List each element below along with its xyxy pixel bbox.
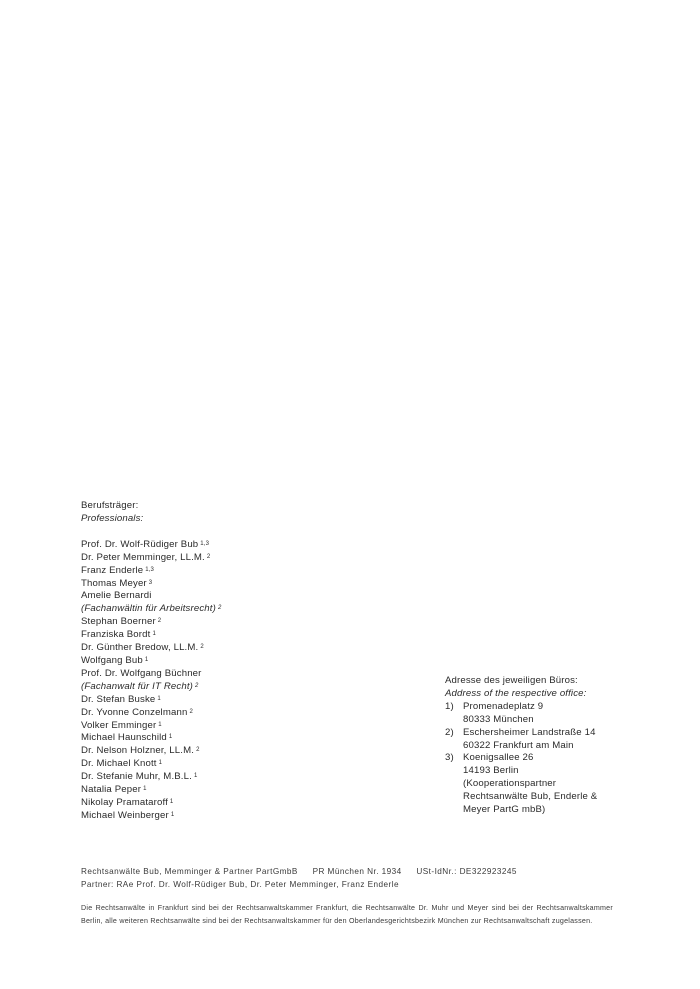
- vat-id: USt-IdNr.: DE322923245: [416, 867, 517, 876]
- footnote-marker: 2: [194, 682, 199, 689]
- footnote-marker: 1: [152, 631, 156, 638]
- footnote-marker: 1,3: [145, 566, 155, 573]
- office-number: 1): [445, 700, 454, 712]
- footnote-marker: 2: [157, 618, 162, 625]
- office-address-line: Meyer PartG mbB): [463, 804, 546, 816]
- professional-name: Natalia Peper: [81, 784, 142, 796]
- professional-name: Nikolay Pramataroff: [81, 796, 168, 808]
- professional-name: Franz Enderle: [81, 564, 144, 576]
- professional-name: Michael Haunschild: [81, 732, 167, 744]
- professional-name: Stephan Boerner: [81, 616, 156, 628]
- professional-item: [81, 694, 421, 707]
- office-item: [445, 701, 645, 727]
- professionals-heading-de: Berufsträger:: [81, 500, 139, 511]
- footer-partners: Partner: RAe Prof. Dr. Wolf-Rüdiger Bub, Dr. Peter Memminger, Franz Enderle: [81, 879, 399, 889]
- professional-name: Wolfgang Bub: [81, 654, 143, 666]
- professional-item: [81, 590, 421, 603]
- professional-name: Franziska Bordt: [81, 629, 151, 641]
- professional-item: [81, 707, 421, 720]
- office-item: [445, 727, 645, 753]
- offices-heading-de: Adresse des jeweiligen Büros:: [445, 675, 578, 686]
- professional-name: Dr. Peter Memminger, LL.M.: [81, 551, 205, 563]
- footnote-marker: 3: [148, 579, 153, 586]
- offices-section: [445, 675, 645, 817]
- professional-name: Dr. Günther Bredow, LL.M.: [81, 642, 199, 654]
- professional-item: [81, 552, 421, 565]
- professional-name: (Fachanwalt für IT Recht): [81, 680, 193, 692]
- professional-item: [81, 616, 421, 629]
- professional-item: [81, 539, 421, 552]
- office-address-line: (Kooperationspartner: [463, 778, 557, 790]
- office-number: 2): [445, 726, 454, 738]
- footnote-marker: 2: [196, 747, 200, 754]
- professional-item: [81, 681, 421, 694]
- footer: [81, 866, 613, 934]
- professional-item: [81, 668, 421, 681]
- admission-notice: Die Rechtsanwälte in Frankfurt sind bei der Rechtsanwaltskammer Frankfurt, die Rechtsanwälte Dr. Muhr und Meyer sind bei der Rechtsanwaltskammer Berlin, alle weiteren Rechtsanwälte sind bei der Rechtsanwaltskammer für den Oberlandesgerichtsbezirk München zur Rechtsanwaltschaft zugelassen.: [81, 904, 613, 925]
- professional-item: [81, 758, 421, 771]
- professional-name: Volker Emminger: [81, 719, 157, 731]
- register-number: PR München Nr. 1934: [312, 867, 402, 876]
- professional-item: [81, 629, 421, 642]
- footnote-marker: 1: [168, 734, 173, 741]
- professional-item: [81, 810, 421, 823]
- footnote-marker: 1: [158, 721, 162, 728]
- office-number: 3): [445, 752, 454, 764]
- office-address-line: Rechtsanwälte Bub, Enderle &: [463, 791, 598, 803]
- professional-item: [81, 655, 421, 668]
- office-address-line: Promenadeplatz 9: [463, 700, 544, 712]
- office-address: [463, 727, 645, 753]
- footnote-marker: 2: [189, 708, 193, 715]
- firm-name: Rechtsanwälte Bub, Memminger & Partner PartGmbB: [81, 867, 298, 876]
- professional-item: [81, 784, 421, 797]
- footnote-marker: 1: [170, 811, 175, 818]
- footnote-marker: 1: [143, 786, 147, 793]
- office-address-line: 14193 Berlin: [463, 765, 519, 777]
- professional-item: [81, 642, 421, 655]
- professional-name: Dr. Stefanie Muhr, M.B.L.: [81, 771, 192, 783]
- professional-name: (Fachanwältin für Arbeitsrecht): [81, 603, 216, 615]
- office-address-line: 60322 Frankfurt am Main: [463, 739, 574, 751]
- footnote-marker: 1,3: [200, 540, 210, 547]
- professional-name: Thomas Meyer: [81, 577, 147, 589]
- professional-item: [81, 565, 421, 578]
- footer-registration-line: [81, 866, 613, 879]
- professional-name: Prof. Dr. Wolfgang Büchner: [81, 667, 202, 679]
- professional-name: Prof. Dr. Wolf-Rüdiger Bub: [81, 538, 199, 550]
- office-address-line: Eschersheimer Landstraße 14: [463, 726, 596, 738]
- professional-name: Dr. Stefan Buske: [81, 693, 156, 705]
- professional-name: Michael Weinberger: [81, 809, 169, 821]
- office-address-line: 80333 München: [463, 713, 534, 725]
- professional-name: Amelie Bernardi: [81, 590, 152, 602]
- professional-name: Dr. Michael Knott: [81, 758, 157, 770]
- professional-item: [81, 797, 421, 810]
- professional-item: [81, 603, 421, 616]
- professional-item: [81, 720, 421, 733]
- offices-list: [445, 701, 645, 817]
- office-address-line: Koenigsallee 26: [463, 752, 534, 764]
- office-item: [445, 752, 645, 817]
- office-address: [463, 701, 645, 727]
- footnote-marker: 2: [217, 605, 222, 612]
- offices-heading-en: Address of the respective office:: [445, 687, 587, 699]
- professional-name: Dr. Nelson Holzner, LL.M.: [81, 745, 195, 757]
- professional-item: [81, 578, 421, 591]
- professional-name: Dr. Yvonne Conzelmann: [81, 706, 188, 718]
- footnote-marker: 1: [144, 656, 149, 663]
- professionals-heading-en: Professionals:: [81, 512, 144, 524]
- footnote-marker: 1: [169, 798, 174, 805]
- footnote-marker: 2: [206, 553, 211, 560]
- professionals-list: [81, 539, 421, 823]
- footnote-marker: 1: [157, 695, 161, 702]
- office-address: [463, 752, 645, 817]
- footnote-marker: 2: [200, 644, 204, 651]
- footnote-marker: 1: [158, 760, 163, 767]
- professionals-section: [81, 500, 421, 823]
- professional-item: [81, 771, 421, 784]
- footnote-marker: 1: [193, 773, 198, 780]
- professional-item: [81, 745, 421, 758]
- professional-item: [81, 732, 421, 745]
